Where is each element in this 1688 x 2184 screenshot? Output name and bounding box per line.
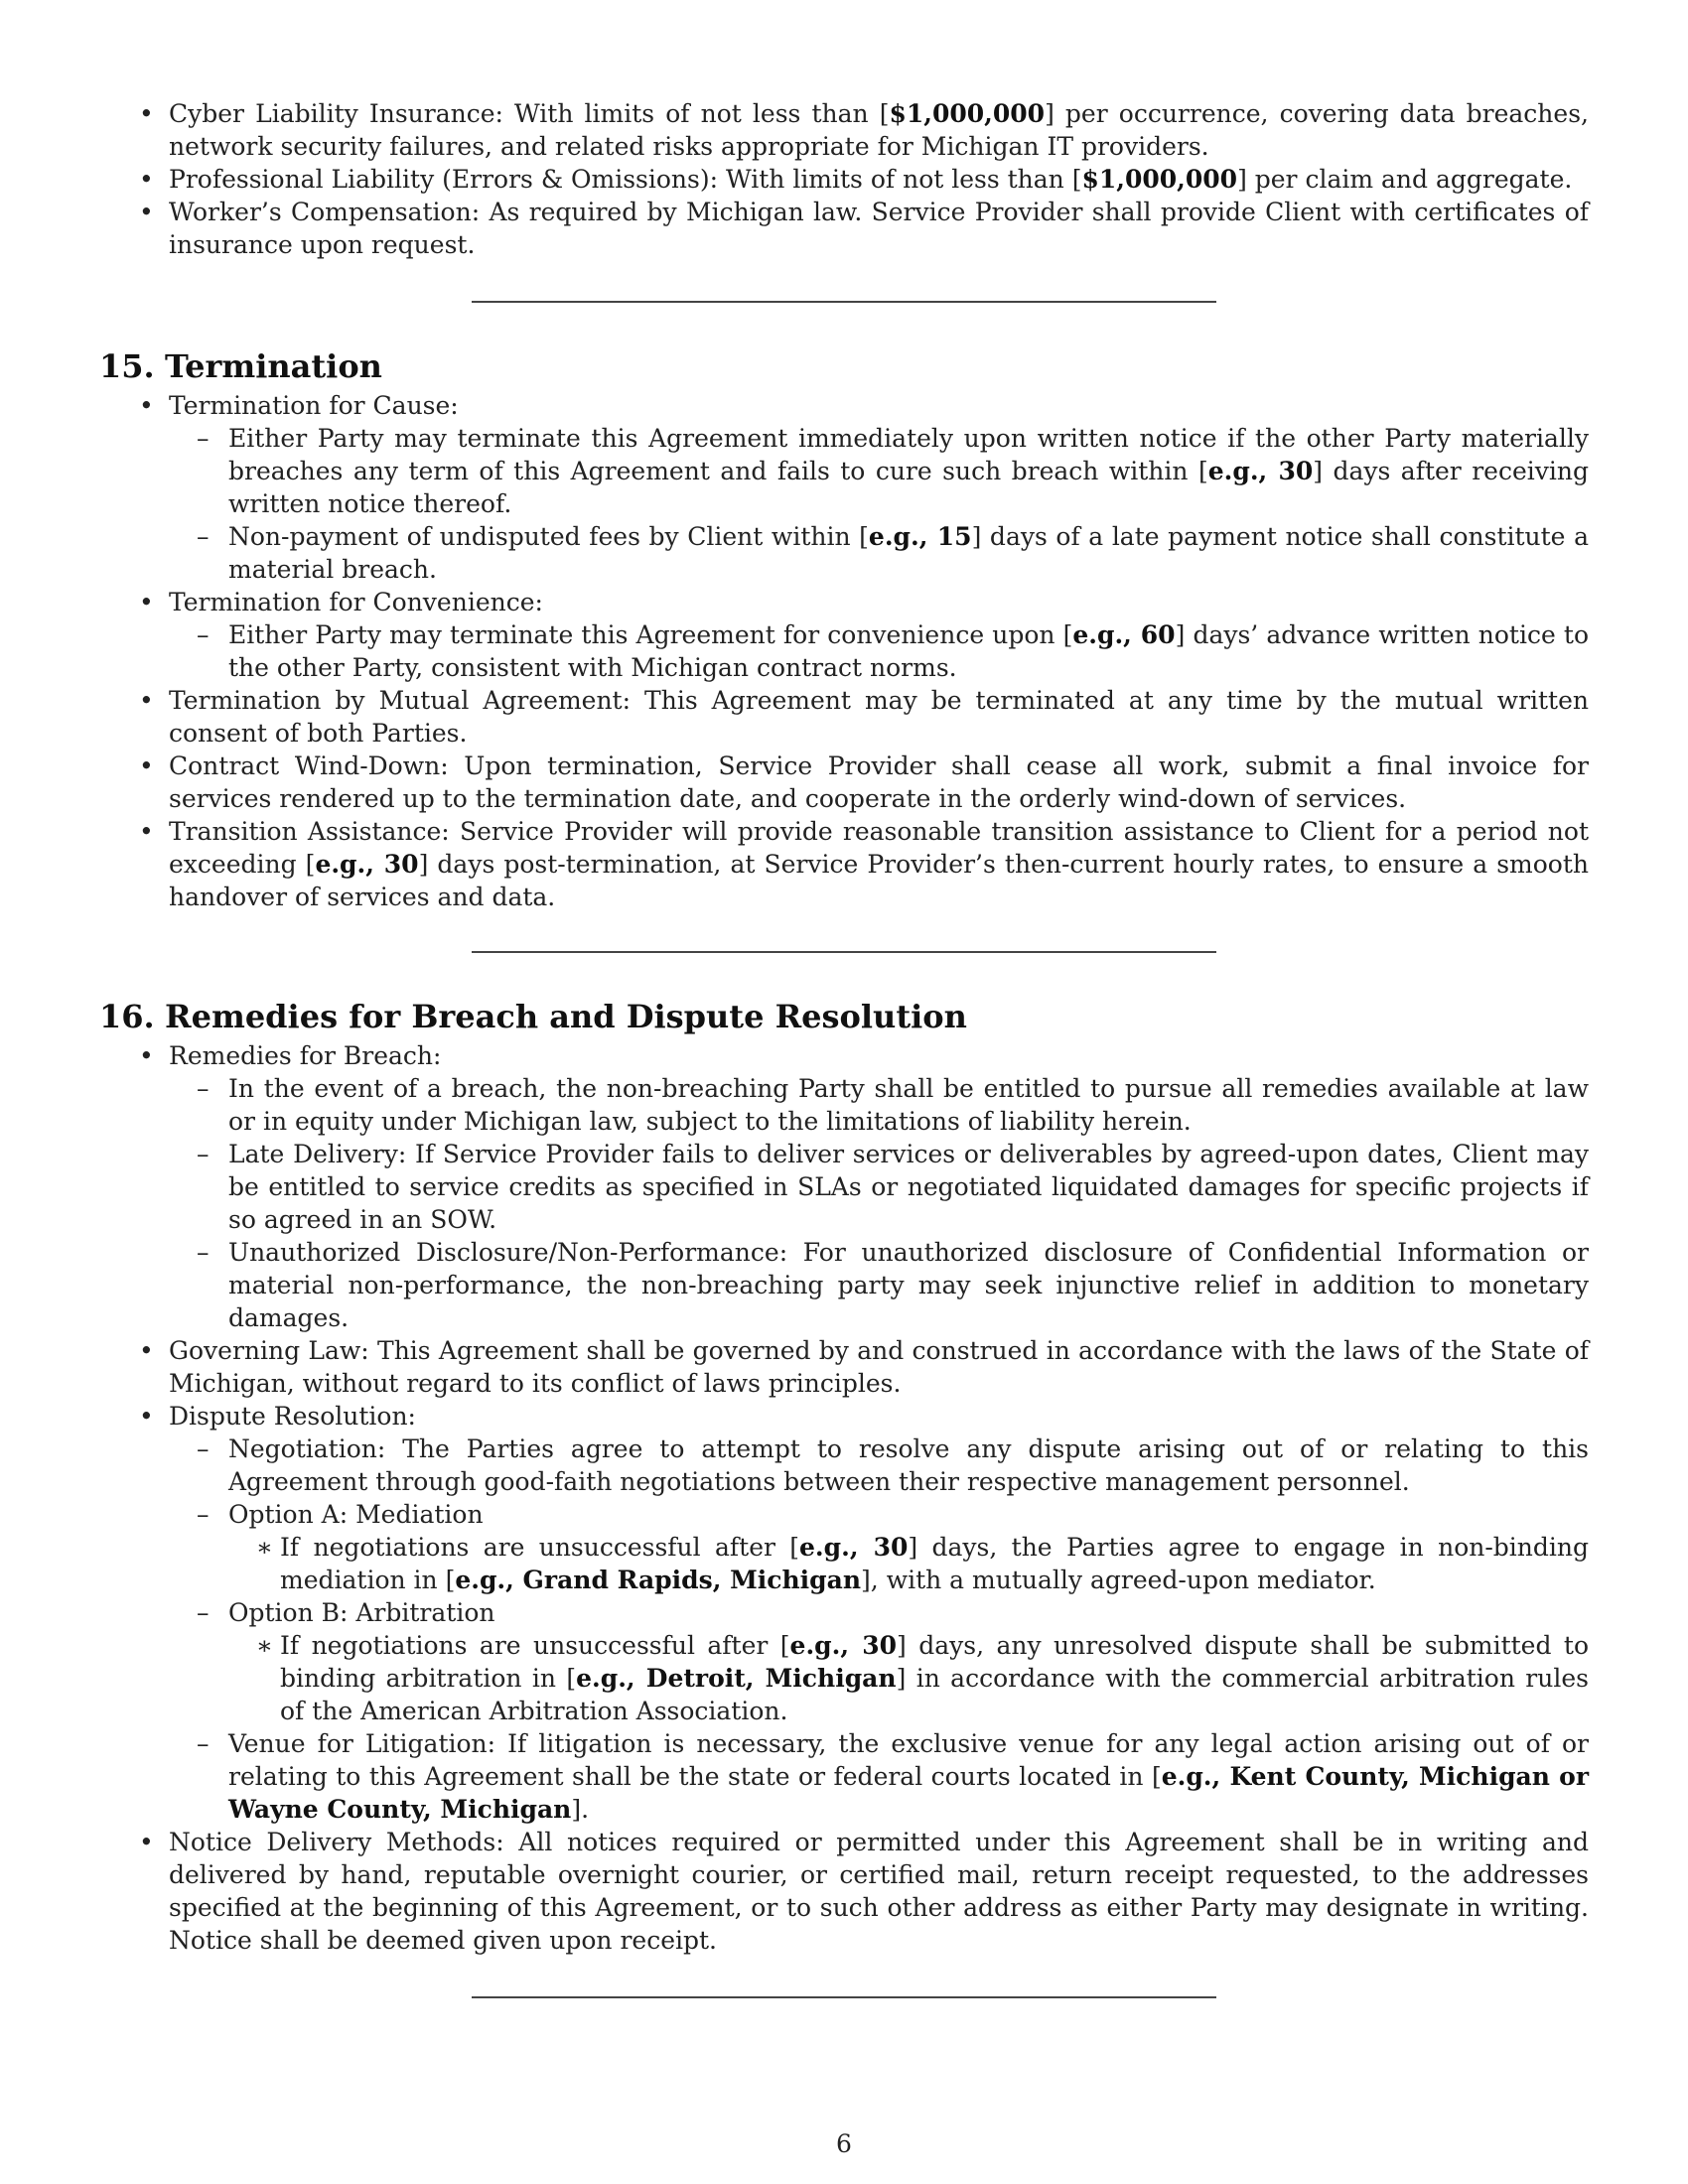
item-placeholder: e.g., 30 <box>315 850 419 879</box>
item-placeholder: e.g., 30 <box>1207 457 1314 485</box>
bullet-icon: • <box>139 99 154 128</box>
sub-sub-list-item <box>228 1629 1589 1727</box>
item-text: Remedies for Breach: <box>169 1041 442 1070</box>
item-placeholder: e.g., 60 <box>1072 620 1176 649</box>
sub-sub-list <box>228 1629 1589 1727</box>
list-item <box>99 97 1589 163</box>
sub-list-item <box>169 1433 1589 1498</box>
item-placeholder: $1,000,000 <box>889 99 1046 128</box>
item-text: Option B: Arbitration <box>228 1598 495 1627</box>
list-item <box>99 163 1589 196</box>
dash-icon: – <box>197 1598 210 1627</box>
section-number: 16. <box>99 998 155 1035</box>
dash-icon: – <box>197 424 210 453</box>
dash-icon: – <box>197 1074 210 1103</box>
bullet-icon: • <box>139 1402 154 1431</box>
dash-icon: – <box>197 1729 210 1758</box>
bullet-icon: • <box>139 817 154 846</box>
bullet-icon: • <box>139 1828 154 1856</box>
item-text: ] days after receiving written notice thereof. <box>228 457 1589 518</box>
sub-list-item <box>169 1072 1589 1138</box>
sub-list-item <box>169 1236 1589 1334</box>
item-text: Transition Assistance: Service Provider will provide reasonable transition assistance to Client for a period not exceeding [ <box>169 817 1589 879</box>
section-divider <box>472 301 1216 303</box>
item-text: Cyber Liability Insurance: With limits of not less than [ <box>169 99 890 128</box>
sub-list-item <box>169 520 1589 586</box>
item-text: In the event of a breach, the non-breaching Party shall be entitled to pursue all remedies available at law or in equity under Michigan law, subject to the limitations of liability herein. <box>228 1074 1589 1136</box>
remedies-list <box>99 1039 1589 1957</box>
item-text: Termination by Mutual Agreement: This Agreement may be terminated at any time by the mutual written consent of both Parties. <box>169 686 1589 748</box>
bullet-icon: • <box>139 198 154 226</box>
sub-list-item <box>169 1596 1589 1727</box>
item-text: Either Party may terminate this Agreement immediately upon written notice if the other Party materially breaches any term of this Agreement and fails to cure such breach within [ <box>228 424 1589 485</box>
item-text: Governing Law: This Agreement shall be governed by and construed in accordance with the laws of the State of Michigan, without regard to its conflict of laws principles. <box>169 1336 1589 1398</box>
item-text: Either Party may terminate this Agreement for convenience upon [ <box>228 620 1073 649</box>
list-item <box>99 1039 1589 1334</box>
item-placeholder: e.g., Grand Rapids, Michigan <box>455 1566 862 1594</box>
dash-icon: – <box>197 1238 210 1267</box>
item-text: ] per claim and aggregate. <box>1237 165 1573 194</box>
sub-list <box>169 618 1589 684</box>
asterisk-icon: ∗ <box>256 1533 273 1562</box>
list-item <box>99 586 1589 684</box>
item-text: ] days, the Parties agree to engage in non-binding mediation in [ <box>280 1533 1589 1594</box>
sub-list-item <box>169 422 1589 520</box>
bullet-icon: • <box>139 588 154 616</box>
item-text: Venue for Litigation: If litigation is necessary, the exclusive venue for any legal action arising out of or relating to this Agreement shall be the state or federal courts located in [ <box>228 1729 1589 1791</box>
insurance-list <box>99 97 1589 261</box>
item-text: ] days’ advance written notice to the other Party, consistent with Michigan contract norms. <box>228 620 1589 682</box>
dash-icon: – <box>197 1140 210 1168</box>
list-item <box>99 1826 1589 1957</box>
item-text: If negotiations are unsuccessful after [ <box>280 1631 790 1660</box>
item-text: Late Delivery: If Service Provider fails to deliver services or deliverables by agreed-upon dates, Client may be entitled to service credits as specified in SLAs or negotiated liquidated damages for specific projects if so agreed in an SOW. <box>228 1140 1589 1234</box>
page-number: 6 <box>836 2129 852 2158</box>
sub-list-item <box>169 1498 1589 1596</box>
section-heading <box>99 346 1589 386</box>
sub-list <box>169 422 1589 586</box>
list-item <box>99 389 1589 586</box>
item-text: ] per occurrence, covering data breaches, network security failures, and related risks appropriate for Michigan IT providers. <box>169 99 1589 161</box>
document-body <box>99 97 1589 1998</box>
item-text: ]. <box>571 1795 590 1824</box>
item-text: Contract Wind-Down: Upon termination, Service Provider shall cease all work, submit a final invoice for services rendered up to the termination date, and cooperate in the orderly wind-down of services. <box>169 751 1589 813</box>
bullet-icon: • <box>139 751 154 780</box>
item-text: If negotiations are unsuccessful after [ <box>280 1533 800 1562</box>
dash-icon: – <box>197 1434 210 1463</box>
bullet-icon: • <box>139 1336 154 1365</box>
section-number: 15. <box>99 347 155 385</box>
item-text: Option A: Mediation <box>228 1500 484 1529</box>
item-text: ] in accordance with the commercial arbitration rules of the American Arbitration Association. <box>280 1664 1589 1725</box>
item-placeholder: e.g., Kent County, Michigan or Wayne County, Michigan <box>228 1762 1590 1824</box>
item-placeholder: e.g., Detroit, Michigan <box>576 1664 897 1693</box>
sub-list <box>169 1072 1589 1334</box>
item-text: Notice Delivery Methods: All notices required or permitted under this Agreement shall be in writing and delivered by hand, reputable overnight courier, or certified mail, return receipt requested, to the addresses specified at the beginning of this Agreement, or to such other address as either Party may designate in writing. Notice shall be deemed given upon receipt. <box>169 1828 1589 1955</box>
bullet-icon: • <box>139 165 154 194</box>
bullet-icon: • <box>139 1041 154 1070</box>
sub-list-item <box>169 1727 1589 1826</box>
item-placeholder: $1,000,000 <box>1081 165 1238 194</box>
bullet-icon: • <box>139 391 154 420</box>
sub-list <box>169 1433 1589 1826</box>
item-text: Termination for Cause: <box>169 391 459 420</box>
item-text: Dispute Resolution: <box>169 1402 416 1431</box>
list-item <box>99 196 1589 261</box>
sub-sub-list <box>228 1531 1589 1596</box>
item-text: Unauthorized Disclosure/Non-Performance: For unauthorized disclosure of Confidential Information or material non-performance, the non-breaching party may seek injunctive relief in addition to monetary damages. <box>228 1238 1589 1332</box>
dash-icon: – <box>197 522 210 551</box>
item-placeholder: e.g., 30 <box>789 1631 898 1660</box>
section-title: Termination <box>165 347 382 385</box>
item-text: Professional Liability (Errors & Omissions): With limits of not less than [ <box>169 165 1082 194</box>
list-item <box>99 750 1589 815</box>
sub-sub-list-item <box>228 1531 1589 1596</box>
bullet-icon: • <box>139 686 154 715</box>
list-item <box>99 1334 1589 1400</box>
list-item <box>99 684 1589 750</box>
item-text: ] days, any unresolved dispute shall be submitted to binding arbitration in [ <box>280 1631 1589 1693</box>
item-text: Non-payment of undisputed fees by Client within [ <box>228 522 869 551</box>
list-item <box>99 815 1589 913</box>
dash-icon: – <box>197 1500 210 1529</box>
item-placeholder: e.g., 30 <box>799 1533 909 1562</box>
dash-icon: – <box>197 620 210 649</box>
item-text: ], with a mutually agreed-upon mediator. <box>861 1566 1376 1594</box>
item-text: ] days post-termination, at Service Provider’s then-current hourly rates, to ensure a smooth handover of services and data. <box>169 850 1590 911</box>
list-item <box>99 1400 1589 1826</box>
sub-list-item <box>169 1138 1589 1236</box>
asterisk-icon: ∗ <box>256 1631 273 1660</box>
section-title: Remedies for Breach and Dispute Resolution <box>165 998 967 1035</box>
section-heading <box>99 997 1589 1036</box>
section-divider <box>472 951 1216 953</box>
item-placeholder: e.g., 15 <box>868 522 972 551</box>
termination-list <box>99 389 1589 913</box>
item-text: ] days of a late payment notice shall constitute a material breach. <box>228 522 1589 584</box>
item-text: Worker’s Compensation: As required by Michigan law. Service Provider shall provide Client with certificates of insurance upon request. <box>169 198 1589 259</box>
item-text: Termination for Convenience: <box>169 588 543 616</box>
section-divider <box>472 1996 1216 1998</box>
sub-list-item <box>169 618 1589 684</box>
item-text: Negotiation: The Parties agree to attempt to resolve any dispute arising out of or relating to this Agreement through good-faith negotiations between their respective management personnel. <box>228 1434 1589 1496</box>
